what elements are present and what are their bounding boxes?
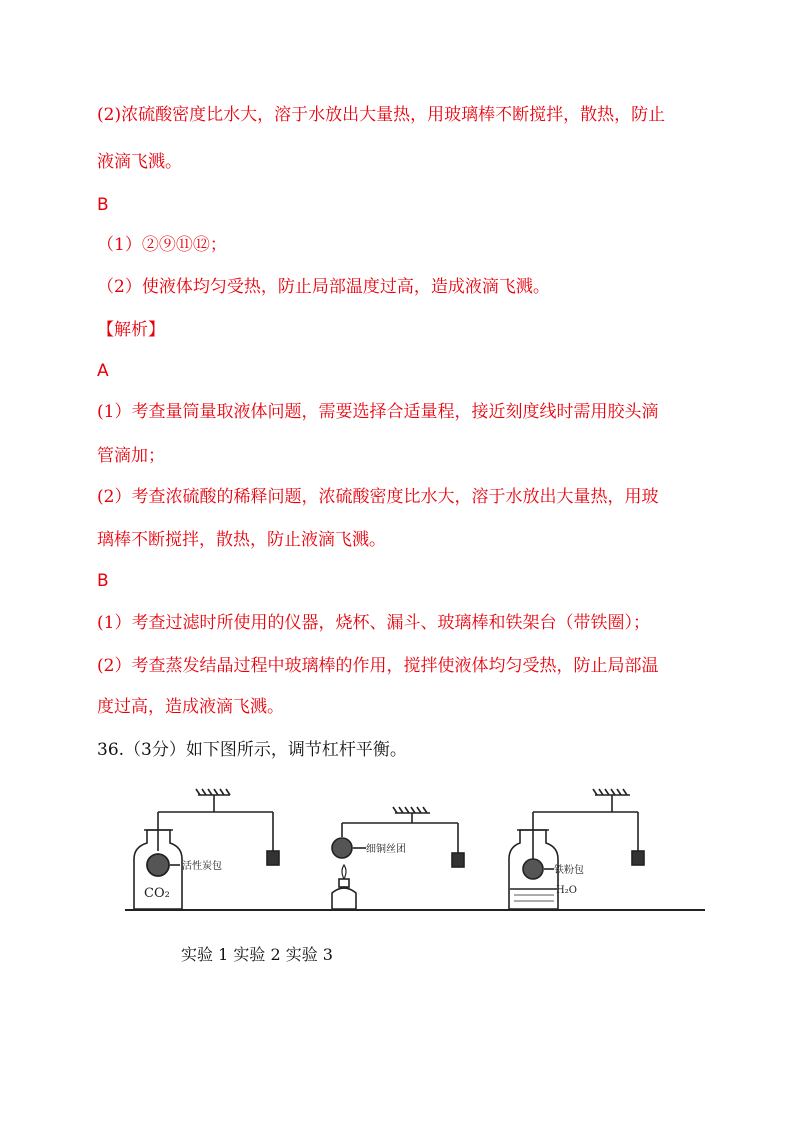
analysis-b-heading: B bbox=[97, 571, 109, 591]
answer-b-item2: （2）使液体均匀受热，防止局部温度过高，造成液滴飞溅。 bbox=[97, 277, 550, 297]
experiment-2 bbox=[332, 807, 464, 909]
analysis-a2-line2: 璃棒不断搅拌，散热，防止液滴飞溅。 bbox=[97, 530, 386, 550]
analysis-b2-line2: 度过高，造成液滴飞溅。 bbox=[97, 697, 284, 717]
analysis-a1-line1: (1）考查量筒量取液体问题，需要选择合适量程，接近刻度线时需用胶头滴 bbox=[97, 402, 659, 422]
answer-b-heading: B bbox=[97, 195, 109, 215]
analysis-b2-line1: (2）考查蒸发结晶过程中玻璃棒的作用，搅拌使液体均匀受热，防止局部温 bbox=[97, 656, 659, 676]
label-iron-powder: 铁粉包 bbox=[554, 865, 584, 876]
label-activated-carbon: 活性炭包 bbox=[182, 861, 222, 872]
answer-a2-line1: (2)浓硫酸密度比水大，溶于水放出大量热，用玻璃棒不断搅拌，散热，防止 bbox=[97, 105, 666, 125]
label-water: H₂O bbox=[556, 885, 577, 896]
lever-experiment-figure bbox=[120, 785, 710, 920]
answer-b-item1: （1）②⑨⑪⑫； bbox=[97, 235, 227, 255]
figure-caption: 实验 1 实验 2 实验 3 bbox=[181, 945, 333, 964]
analysis-a1-line2: 管滴加； bbox=[97, 446, 165, 466]
analysis-heading: 【解析】 bbox=[97, 320, 165, 340]
analysis-a2-line1: (2）考查浓硫酸的稀释问题，浓硫酸密度比水大，溶于水放出大量热，用玻 bbox=[97, 487, 659, 507]
analysis-b1: (1）考查过滤时所使用的仪器，烧杯、漏斗、玻璃棒和铁架台（带铁圈）； bbox=[97, 613, 650, 633]
label-co2: CO₂ bbox=[144, 886, 170, 901]
analysis-a-heading: A bbox=[97, 361, 109, 381]
answer-a2-line2: 液滴飞溅。 bbox=[97, 152, 182, 172]
question-36-text: 36.（3分）如下图所示，调节杠杆平衡。 bbox=[97, 740, 407, 760]
label-copper-wire: 细铜丝团 bbox=[366, 844, 406, 855]
